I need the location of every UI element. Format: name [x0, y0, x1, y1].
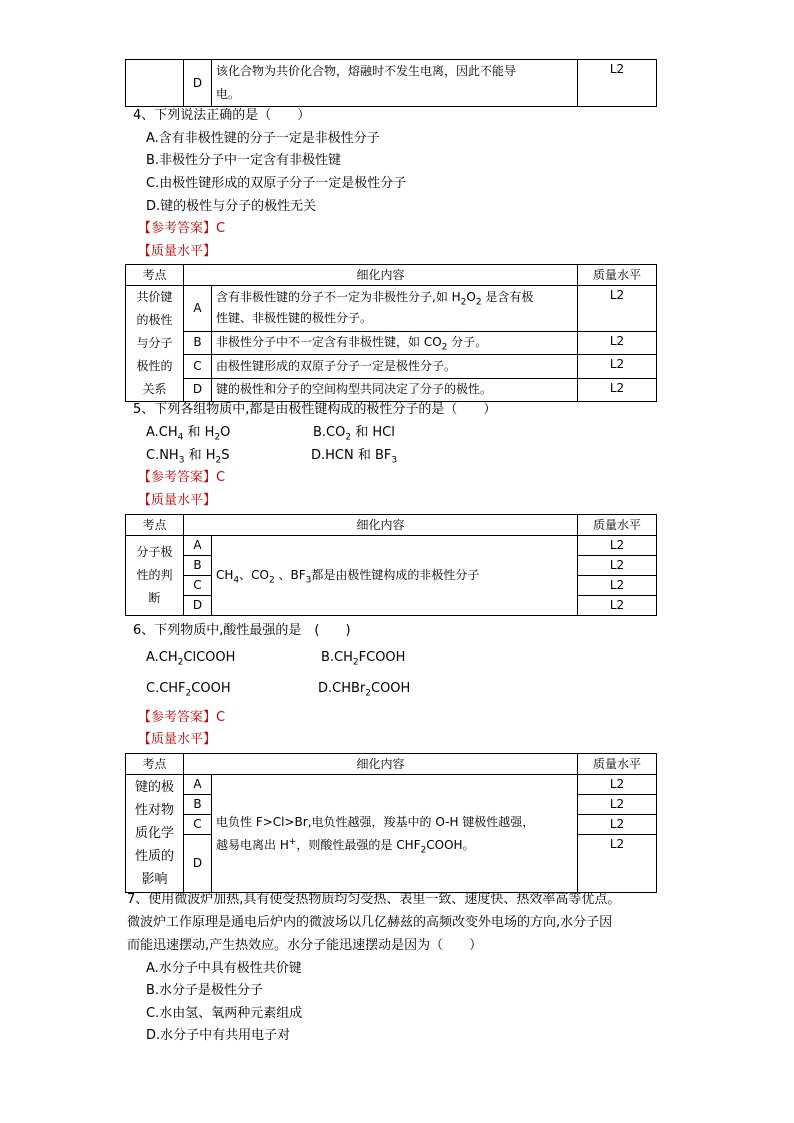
q6-option-a: $A.CH_2ClCOOH$ [146, 650, 236, 668]
content-cell: 由极性键形成的双原子分子一定是极性分子。 [212, 355, 578, 378]
option-cell: D [184, 835, 212, 893]
header-kaodian: 考点 [126, 515, 184, 536]
content-cell [212, 286, 578, 332]
level-cell: L2 [578, 60, 657, 107]
content-cell: 键的极性和分子的空间构型共同决定了分子的极性。 [212, 378, 578, 401]
kaodian-line: 性质的 [134, 849, 174, 864]
option-cell: B [184, 795, 212, 815]
level-cell: L2 [578, 576, 657, 596]
q4-answer [138, 219, 225, 239]
option-cell: C [184, 355, 212, 378]
kaodian-line: 键的极 [134, 780, 174, 795]
level-cell: L2 [578, 596, 657, 616]
q4-option-c: C.由极性键形成的双原子分子一定是极性分子 [146, 176, 407, 191]
level-cell: L2 [578, 286, 657, 332]
answer-label: 【参考答案】 [138, 470, 217, 485]
question-5: 5、下列各组物质中,都是由极性键构成的极性分子的是（ ） [133, 402, 497, 417]
option-cell: B [184, 331, 212, 354]
q6-quality-label: 【质量水平】 [138, 732, 217, 747]
content-line: 含有非极性键的分子不一定为非极性分子,如 $H_2O_2$ 是含有极 [216, 290, 534, 308]
q4-option-a: A.含有非极性键的分子一定是非极性分子 [146, 131, 380, 146]
option-cell: C [184, 576, 212, 596]
header-kaodian: 考点 [126, 265, 184, 286]
option-cell: D [184, 596, 212, 616]
level-cell: L2 [578, 331, 657, 354]
q5-answer [138, 468, 225, 488]
answer-value: C [216, 221, 226, 236]
answer-label: 【参考答案】 [138, 221, 217, 236]
table-continuation [125, 59, 657, 107]
kaodian-line: 的极性 [136, 313, 173, 327]
header-level: 质量水平 [578, 515, 657, 536]
answer-value: C [216, 470, 226, 485]
q7-option-c: C.水由氢、氧两种元素组成 [146, 1006, 303, 1021]
level-cell: L2 [578, 378, 657, 401]
header-kaodian: 考点 [126, 754, 184, 775]
kaodian-line: 共价键 [136, 290, 173, 304]
q6-option-d: D.CHBr$_2$COOH [318, 681, 411, 699]
content-line: 性键、非极性键的极性分子。 [216, 311, 373, 326]
content-line: 越易电离出 H+，则酸性最强的是 $CHF_2COOH$。 [216, 836, 475, 855]
q4-quality-label: 【质量水平】 [138, 244, 217, 259]
q5-option-a: $A.CH_4$ 和 $H_2O$ [146, 425, 231, 443]
kaodian-line: 性对物 [134, 803, 174, 818]
q7-option-a: A.水分子中具有极性共价键 [146, 961, 302, 976]
option-cell: A [184, 286, 212, 332]
q5-table [125, 514, 657, 616]
answer-value: C [216, 710, 226, 725]
content-cell [212, 60, 578, 107]
content-cell: $CH_4$、$CO_2$ 、$BF_3$都是由极性键构成的非极性分子 [212, 536, 578, 616]
q4-table [125, 264, 657, 402]
content-cell [212, 775, 578, 893]
header-content: 细化内容 [184, 515, 578, 536]
level-cell: L2 [578, 815, 657, 835]
level-cell: L2 [578, 795, 657, 815]
level-cell: L2 [578, 536, 657, 556]
option-cell: B [184, 556, 212, 576]
kaodian-line: 极性的 [136, 359, 173, 373]
question-4: 4、下列说法正确的是（ ） [133, 108, 311, 123]
q5-quality-label: 【质量水平】 [138, 493, 217, 508]
kaodian-line: 质化学 [134, 826, 174, 841]
kaodian-line: 断 [148, 591, 161, 605]
kaodian-cell [126, 286, 184, 402]
level-cell: L2 [578, 835, 657, 893]
option-cell: C [184, 815, 212, 835]
content-cell: 非极性分子中不一定含有非极性键，如 $CO_2$ 分子。 [212, 331, 578, 354]
kaodian-line: 影响 [141, 872, 168, 887]
kaodian-line: 性的判 [136, 568, 173, 582]
q6-answer [138, 708, 225, 728]
level-cell: L2 [578, 775, 657, 795]
option-cell: A [184, 775, 212, 795]
header-level: 质量水平 [578, 754, 657, 775]
answer-label: 【参考答案】 [138, 710, 217, 725]
kaodian-cell [126, 536, 184, 616]
header-content: 细化内容 [184, 754, 578, 775]
q7-option-b: B.水分子是极性分子 [146, 983, 264, 998]
kaodian-line: 与分子 [136, 336, 173, 350]
option-cell: D [184, 60, 212, 107]
kaodian-cell [126, 775, 184, 893]
level-cell: L2 [578, 556, 657, 576]
content-line: 电负性 F>Cl>Br,电负性越强，羧基中的 O-H 键极性越强， [216, 814, 535, 829]
q4-option-d: D.键的极性与分子的极性无关 [146, 199, 317, 214]
kaodian-cell [126, 60, 184, 107]
kaodian-line: 关系 [142, 382, 167, 396]
content-line: 该化合物为共价化合物，熔融时不发生电离，因此不能导 [216, 64, 517, 78]
question-7-line2: 微波炉工作原理是通电后炉内的微波场以几亿赫兹的高频改变外电场的方向,水分子因 [127, 915, 613, 930]
header-content: 细化内容 [184, 265, 578, 286]
header-level: 质量水平 [578, 265, 657, 286]
question-7-line1: 7、使用微波炉加热,具有使受热物质均匀受热、表里一致、速度快、热效率高等优点。 [127, 892, 621, 907]
q6-option-b: $B.CH_2FCOOH$ [321, 650, 406, 668]
question-6: 6、下列物质中,酸性最强的是 ( ) [133, 623, 351, 638]
option-cell: D [184, 378, 212, 401]
q6-option-c: $C.CHF_2COOH$ [146, 681, 231, 699]
q6-table [125, 753, 657, 893]
q5-option-d: D.HCN 和 $BF_3$ [311, 448, 398, 466]
level-cell: L2 [578, 355, 657, 378]
q7-option-d: D.水分子中有共用电子对 [146, 1028, 291, 1043]
option-cell: A [184, 536, 212, 556]
content-line: 电。 [216, 87, 241, 101]
question-7-line3: 而能迅速摆动,产生热效应。水分子能迅速摆动是因为（ ） [127, 938, 483, 953]
q4-option-b: B.非极性分子中一定含有非极性键 [146, 153, 342, 168]
kaodian-line: 分子极 [136, 545, 173, 559]
q5-option-b: $B.CO_2$ 和 HCl [313, 425, 395, 443]
q5-option-c: $C.NH_3$ 和 $H_2S$ [146, 448, 230, 466]
